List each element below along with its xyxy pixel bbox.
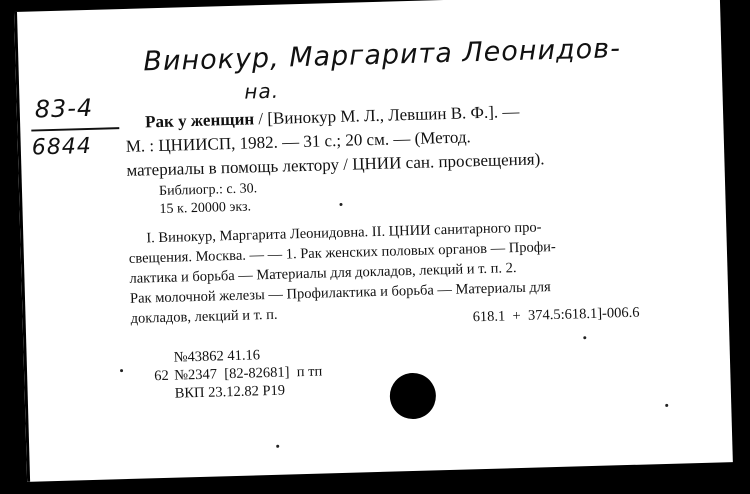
entry-line-2: М. : ЦНИИСП, 1982. — 31 с.; 20 см. — (Метод.	[125, 127, 472, 156]
catalog-card	[14, 0, 733, 482]
call-number-divider	[31, 127, 119, 131]
handwritten-call-number-top: 83-4	[34, 93, 94, 124]
tracing-line-2: свещения. Москва. — — 1. Рак женских половых органов — Профи-	[128, 238, 556, 267]
scan-speck	[339, 203, 342, 206]
statement-of-responsibility: / [Винокур М. Л., Левшин В. Ф.]. —	[258, 101, 520, 129]
tracing-line-3: лактика и борьба — Материалы для докладов, лекций и т. п. 2.	[129, 260, 517, 287]
scan-speck	[583, 336, 586, 339]
handwritten-author-name: Винокур, Маргарита Леонидов-	[143, 33, 622, 78]
handwritten-call-number-bottom: 6844	[31, 133, 93, 161]
tracing-line-1: I. Винокур, Маргарита Леонидовна. II. ЦНИИ санитарного про-	[146, 219, 542, 247]
tracing-line-4: Рак молочной железы — Профилактика и борьба — Материалы для	[129, 279, 551, 307]
scan-speck	[276, 445, 279, 448]
bibliography-note: Библиогр.: с. 30.	[158, 181, 258, 200]
footer-line-2-prefix: 62	[154, 367, 169, 385]
scan-speck	[665, 404, 668, 407]
handwritten-author-name-continuation: на.	[243, 78, 280, 104]
scan-speck	[120, 369, 123, 372]
book-title: Рак у женщин	[144, 109, 255, 132]
entry-line-3: материалы в помощь лектору / ЦНИИ сан. просвещения).	[126, 149, 545, 180]
footer-line-3: ВКП 23.12.82 Р19	[174, 382, 286, 402]
footer-line-2: №2347 [82-82681] п тп	[173, 363, 323, 384]
punch-hole	[389, 372, 436, 419]
card-edge	[14, 12, 30, 482]
price-and-print-run: 15 к. 20000 экз.	[159, 199, 252, 218]
footer-line-1: №43862 41.16	[173, 347, 261, 366]
classification-index: 618.1 + 374.5:618.1]-006.6	[472, 304, 640, 326]
tracing-line-5: докладов, лекций и т. п.	[130, 306, 278, 327]
